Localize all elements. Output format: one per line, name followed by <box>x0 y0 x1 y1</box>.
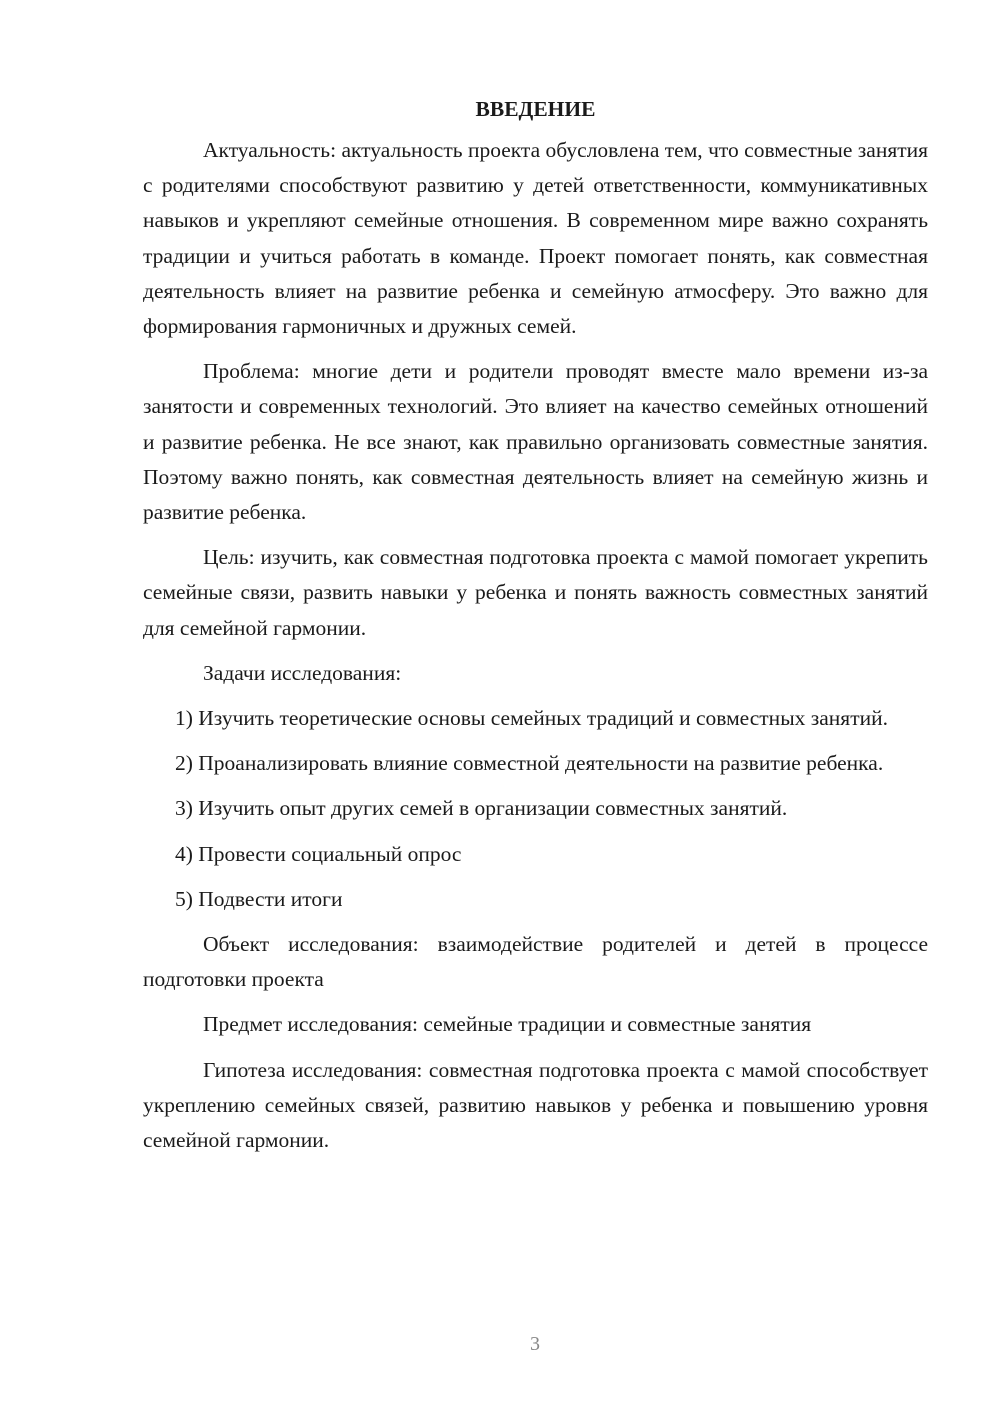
task-item: 3) Изучить опыт других семей в организации совместных занятий. <box>175 796 788 821</box>
task-item: 1) Изучить теоретические основы семейных традиций и совместных занятий. <box>175 706 888 731</box>
task-item: 5) Подвести итоги <box>175 886 343 911</box>
subject-paragraph: Предмет исследования: семейные традиции и совместные занятия <box>203 1012 812 1037</box>
task-item: 4) Провести социальный опрос <box>175 841 462 866</box>
page-number: 3 <box>530 1333 540 1355</box>
goal-paragraph: Цель: изучить, как совместная подготовка проекта с мамой помогает укрепить семейные связи, развить навыки у ребенка и понять важность совместных занятий для семейной гармонии. <box>143 545 928 640</box>
hypothesis-paragraph: Гипотеза исследования: совместная подготовка проекта с мамой способствует укреплению семейных связей, развитию навыков у ребенка и повышению уровня семейной гармонии. <box>143 1057 928 1153</box>
object-paragraph: Объект исследования: взаимодействие родителей и детей в процессе подготовки проекта <box>143 932 928 992</box>
tasks-heading: Задачи исследования: <box>203 660 402 685</box>
relevance-paragraph: Актуальность: актуальность проекта обусловлена тем, что совместные занятия с родителями способствуют развитию у детей ответственности, коммуникативных навыков и укрепляют семейные отношения. В современном мире важно сохранять традиции и учиться работать в команде. Проект помогает понять, как совместная деятельность влияет на развитие ребенка и семейную атмосферу. Это важно для формирования гармоничных и дружных семей. <box>143 138 928 339</box>
page-title: ВВЕДЕНИЕ <box>475 97 596 121</box>
problem-paragraph: Проблема: многие дети и родители проводят вместе мало времени из-за занятости и современных технологий. Это влияет на качество семейных отношений и развитие ребенка. Не все знают, как правильно организовать совместные занятия. Поэтому важно понять, как совместная деятельность влияет на семейную жизнь и развитие ребенка. <box>143 359 928 525</box>
task-item: 2) Проанализировать влияние совместной деятельности на развитие ребенка. <box>175 751 884 776</box>
document-page <box>143 92 928 1168</box>
